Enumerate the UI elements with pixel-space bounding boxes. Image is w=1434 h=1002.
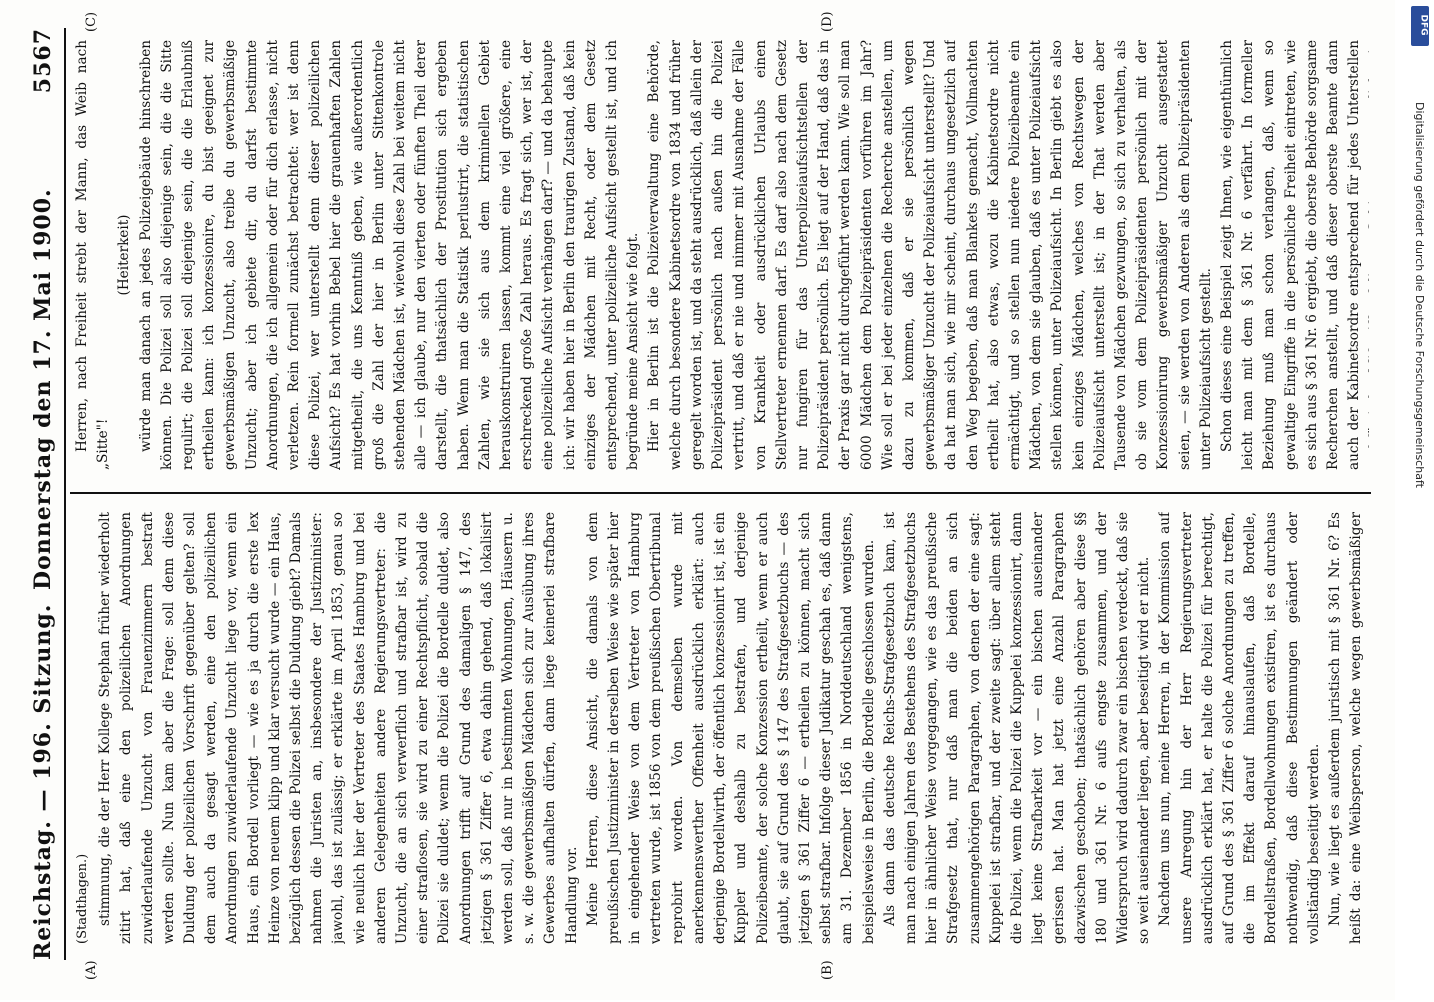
header-page-number: 5567: [30, 28, 56, 94]
margin-marker-d: (D): [820, 11, 835, 32]
margin-marker-c: (C): [84, 11, 99, 32]
column-divider: [70, 492, 1371, 494]
right-paragraph: Hier in Berlin ist die Polizeiverwaltung eine Behörde, welche durch besondere Kabinetsordre von 1834 und früher geregelt worden ist, und da steht ausdrücklich, daß allein der Polizeipräsident persönlich nach außen hin die Polizei vertritt, und daß er nie und nimmer mit Ausnahme der Fälle von Krankheit oder ausdrücklichen Urlaubs einen Stellvertreter ernennen darf. Es darf also nach dem Gesetz nur fungiren für das Unterpolizeiaufsichtstellen der Polizeipräsident persönlich. Es liegt auf der Hand, daß das in der Praxis gar nicht durchgeführt werden kann. Wie soll man 6000 Mädchen dem Polizeipräsidenten vorführen im Jahr? Wie soll er bei jeder einzelnen die Recherche anstellen, um dazu zu kommen, daß er sie persönlich wegen gewerbsmäßiger Unzucht der Polizeiaufsicht unterstellt? Und da hat man sich, wie mir scheint, durchaus ungesetzlich auf den Weg begeben, daß man Blankets gemacht, Vollmachten ertheilt hat, also etwas, wozu die Kabinetsordre nicht ermächtigt, und so stellen nun niedere Polizeibeamte ein Mädchen, von dem sie glauben, daß es unter Polizeiaufsicht stellen können, unter Polizeiaufsicht. In Berlin giebt es also kein einziges Mädchen, welches von Rechtswegen der Polizeiaufsicht unterstellt ist; in der That werden aber Tausende von Mädchen gezwungen, so sich zu verhalten, als ob sie vom dem Polizeipräsidenten persönlich mit der Konzessionirung gewerbsmäßiger Unzucht ausgestattet seien, — sie werden von Anderen als dem Polizeipräsidenten unter Polizeiaufsicht gestellt.: [646, 40, 1214, 470]
right-paragraph: würde man danach an jedes Polizeigebäude hinschreiben können. Die Polizei soll also diejenige sein, die die Sitte regulirt; die Polizei soll diejenige sein, die die Erlaubniß ertheilen kann: ich konzessionire, du bist geeignet zur gewerbsmäßigen Unzucht, also treibe du gewerbsmäßige Unzucht; aber ich gebiete dir, du darfst bestimmte Anordnungen, die ich allgemein oder für dich erlasse, nicht verletzen. Rein formell zunächst betrachtet: wer ist denn diese Polizei, wer unterstellt denn dieser polizeilichen Aufsicht? Es hat vorhin Bebel hier die grauenhaften Zahlen mitgetheilt, die uns Kenntniß geben, wie außerordentlich groß die Zahl der hier in Berlin unter Sittenkontrole stehenden Mädchen ist, wiewohl diese Zahl bei weitem nicht alle — ich glaube, nur den vierten oder fünften Theil derer darstellt, die thatsächlich der Prostitution sich ergeben haben. Wenn man die Statistik perlustrirt, die statistischen Zahlen, wie sie sich aus dem kriminellen Gebiet herauskonstruiren lassen, kommt eine viel größere, eine erschreckend große Zahl heraus. Es fragt sich, wer ist, der eine polizeiliche Aufsicht verhängen darf? — und da behaupte ich: wir haben hier in Berlin den traurigen Zustand, daß kein einziges der Mädchen mit Recht, oder dem Gesetz entsprechend, unter polizeiliche Aufsicht gestellt ist, und ich begründe meine Ansicht wie folgt.: [137, 40, 642, 470]
right-paragraph: Herren, nach Freiheit strebt der Mann, das Weib nach „Sitte"!: [74, 40, 112, 470]
header-session: Reichstag. — 196. Sitzung.: [30, 603, 56, 960]
credit-text: Digitalisierung gefördert durch die Deutsche Forschungsgemeinschaft: [1413, 102, 1426, 488]
margin-marker-a: (A): [84, 960, 99, 980]
header-date: Donnerstag den 17. Mai 1900.: [30, 188, 56, 590]
left-paragraph: Nun, wie liegt es außerdem juristisch mit § 361 Nr. 6? Es heißt da: eine Weibsperson, welche wegen gewerbsmäßiger: [1326, 512, 1365, 944]
right-column: [72, 40, 1369, 470]
side-credit: [1402, 6, 1430, 996]
right-paragraph: Schon dieses eine Beispiel zeigt Ihnen, wie eigenthümlich leicht man mit dem § 361 Nr. 6 verfährt. In formeller Beziehung muß man schon verlangen, daß, wenn so gewaltige Eingriffe in die persönliche Freiheit eintreten, wie es sich aus § 361 Nr. 6 ergiebt, die oberste Behörde sorgsame Recherchen anstellt, und daß dieser oberste Beamte dann auch der Kabinetsordre entsprechend für jedes Unterstellen: [1218, 40, 1363, 470]
left-paragraph: Nachdem uns nun, meine Herren, in der Kommission auf unsere Anregung hin der Herr Regierungsvertreter ausdrücklich erklärt hat, er halte die Polizei für berechtigt, auf Grund des § 361 Ziffer 6 solche Anordnungen zu treffen, die im Effekt darauf hinauslaufen, daß Bordelle, Bordellstraßen, Bordellwohnungen existiren, ist es durchaus nothwendig, daß diese Bestimmungen geändert oder vollständig beseitigt werden.: [1157, 512, 1322, 944]
margin-marker-b: (B): [820, 960, 835, 980]
left-paragraph: Meine Herren, diese Ansicht, die damals von dem preußischen Justizminister in derselben Weise wie später hier in eingehender Weise von dem Vertreter von Hamburg vertreten wurde, ist 1856 von dem preußischen Obertribunal reprobirt worden. Von demselben wurde mit anerkennenswerther Offenheit ausdrücklich erklärt: auch derjenige Bordellwirth, der öffentlich konzessionirt ist, ist ein Kuppler und deshalb zu bestrafen, und derjenige Polizeibeamte, der solche Konzession ertheilt, wenn er auch glaubt, sie auf Grund des § 147 des Strafgesetzbuchs — des jetzigen § 361 Ziffer 6 — ertheilen zu können, macht sich selbst strafbar. Infolge dieser Judikatur geschah es, daß dann am 31. Dezember 1856 in Norddeutschland wenigstens, beispielsweise in Berlin, die Bordelle geschlossen wurden.: [584, 512, 877, 944]
speaker-stub: (Stadthagen.): [75, 853, 90, 944]
left-column: [72, 512, 1369, 944]
left-paragraph: Als dann das deutsche Reichs-Strafgesetzbuch kam, ist man nach einigen Jahren des Bestehens des Strafgesetzbuchs hier in ähnlicher Weise vorgegangen, wie es das preußische Strafgesetz that, nur daß man die beiden an sich zusammengehörigen Paragraphen, von denen der eine sagt: Kuppelei ist strafbar, und der zweite sagt: über allem steht die Polizei, wenn die Polizei die Kuppelei konzessionirt, dann liegt keine Strafbarkeit vor — ein bischen auseinander gerissen hat. Man hat jetzt eine Anzahl Paragraphen dazwischen geschoben; thatsächlich gehören aber diese §§ 180 und 361 Nr. 6 aufs engste zusammen, und der Widerspruch wird dadurch zwar ein bischen verdeckt, daß sie so weit auseinander liegen, aber beseitigt wird er nicht.: [881, 512, 1153, 944]
stage-direction: (Heiterkeit): [116, 214, 133, 296]
dfg-logo-text: DFG: [1418, 14, 1429, 36]
left-paragraph: stimmung, die der Herr Kollege Stephan früher wiederholt zitirt hat, daß eine den polizeilichen Anordnungen zuwiderlaufende Unzucht von Frauenzimmern bestraft werden sollte. Nun kam aber die Frage: soll denn diese Duldung der polizeilichen Vorschrift gegenüber gelten? soll dem auch da gesagt werden, eine den polizeilichen Anordnungen zuwiderlaufende Unzucht liege vor, wenn ein Haus, ein Bordell vorliegt — wie es ja durch die erste lex Heinze von neuem klipp und klar versucht wurde — ein Haus, bezüglich dessen die Polizei selbst die Duldung giebt? Damals nahmen die Juristen an, insbesondere der Justizminister: jawohl, das ist zulässig; er erklärte im April 1853, genau so wie neulich hier der Vertreter des Staates Hamburg und bei anderen Gelegenheiten andere Regierungsvertreter: die Unzucht, die an sich verwerflich und strafbar ist, wird zu einer straflosen, sie wird zu einer Rechtspflicht, sobald die Polizei sie duldet; wenn die Polizei die Bordelle duldet, also Anordnungen trifft auf Grund des damaligen § 147, des jetzigen § 361 Ziffer 6, etwa dahin gehend, daß lokalisirt werden soll, daß nur in bestimmten Wohnungen, Häusern u. s. w. die gewerbsmäßigen Mädchen sich zur Ausübung ihres Gewerbes aufhalten dürfen, dann liege keinerlei strafbare Handlung vor.: [97, 512, 580, 944]
page-header: [24, 28, 66, 960]
